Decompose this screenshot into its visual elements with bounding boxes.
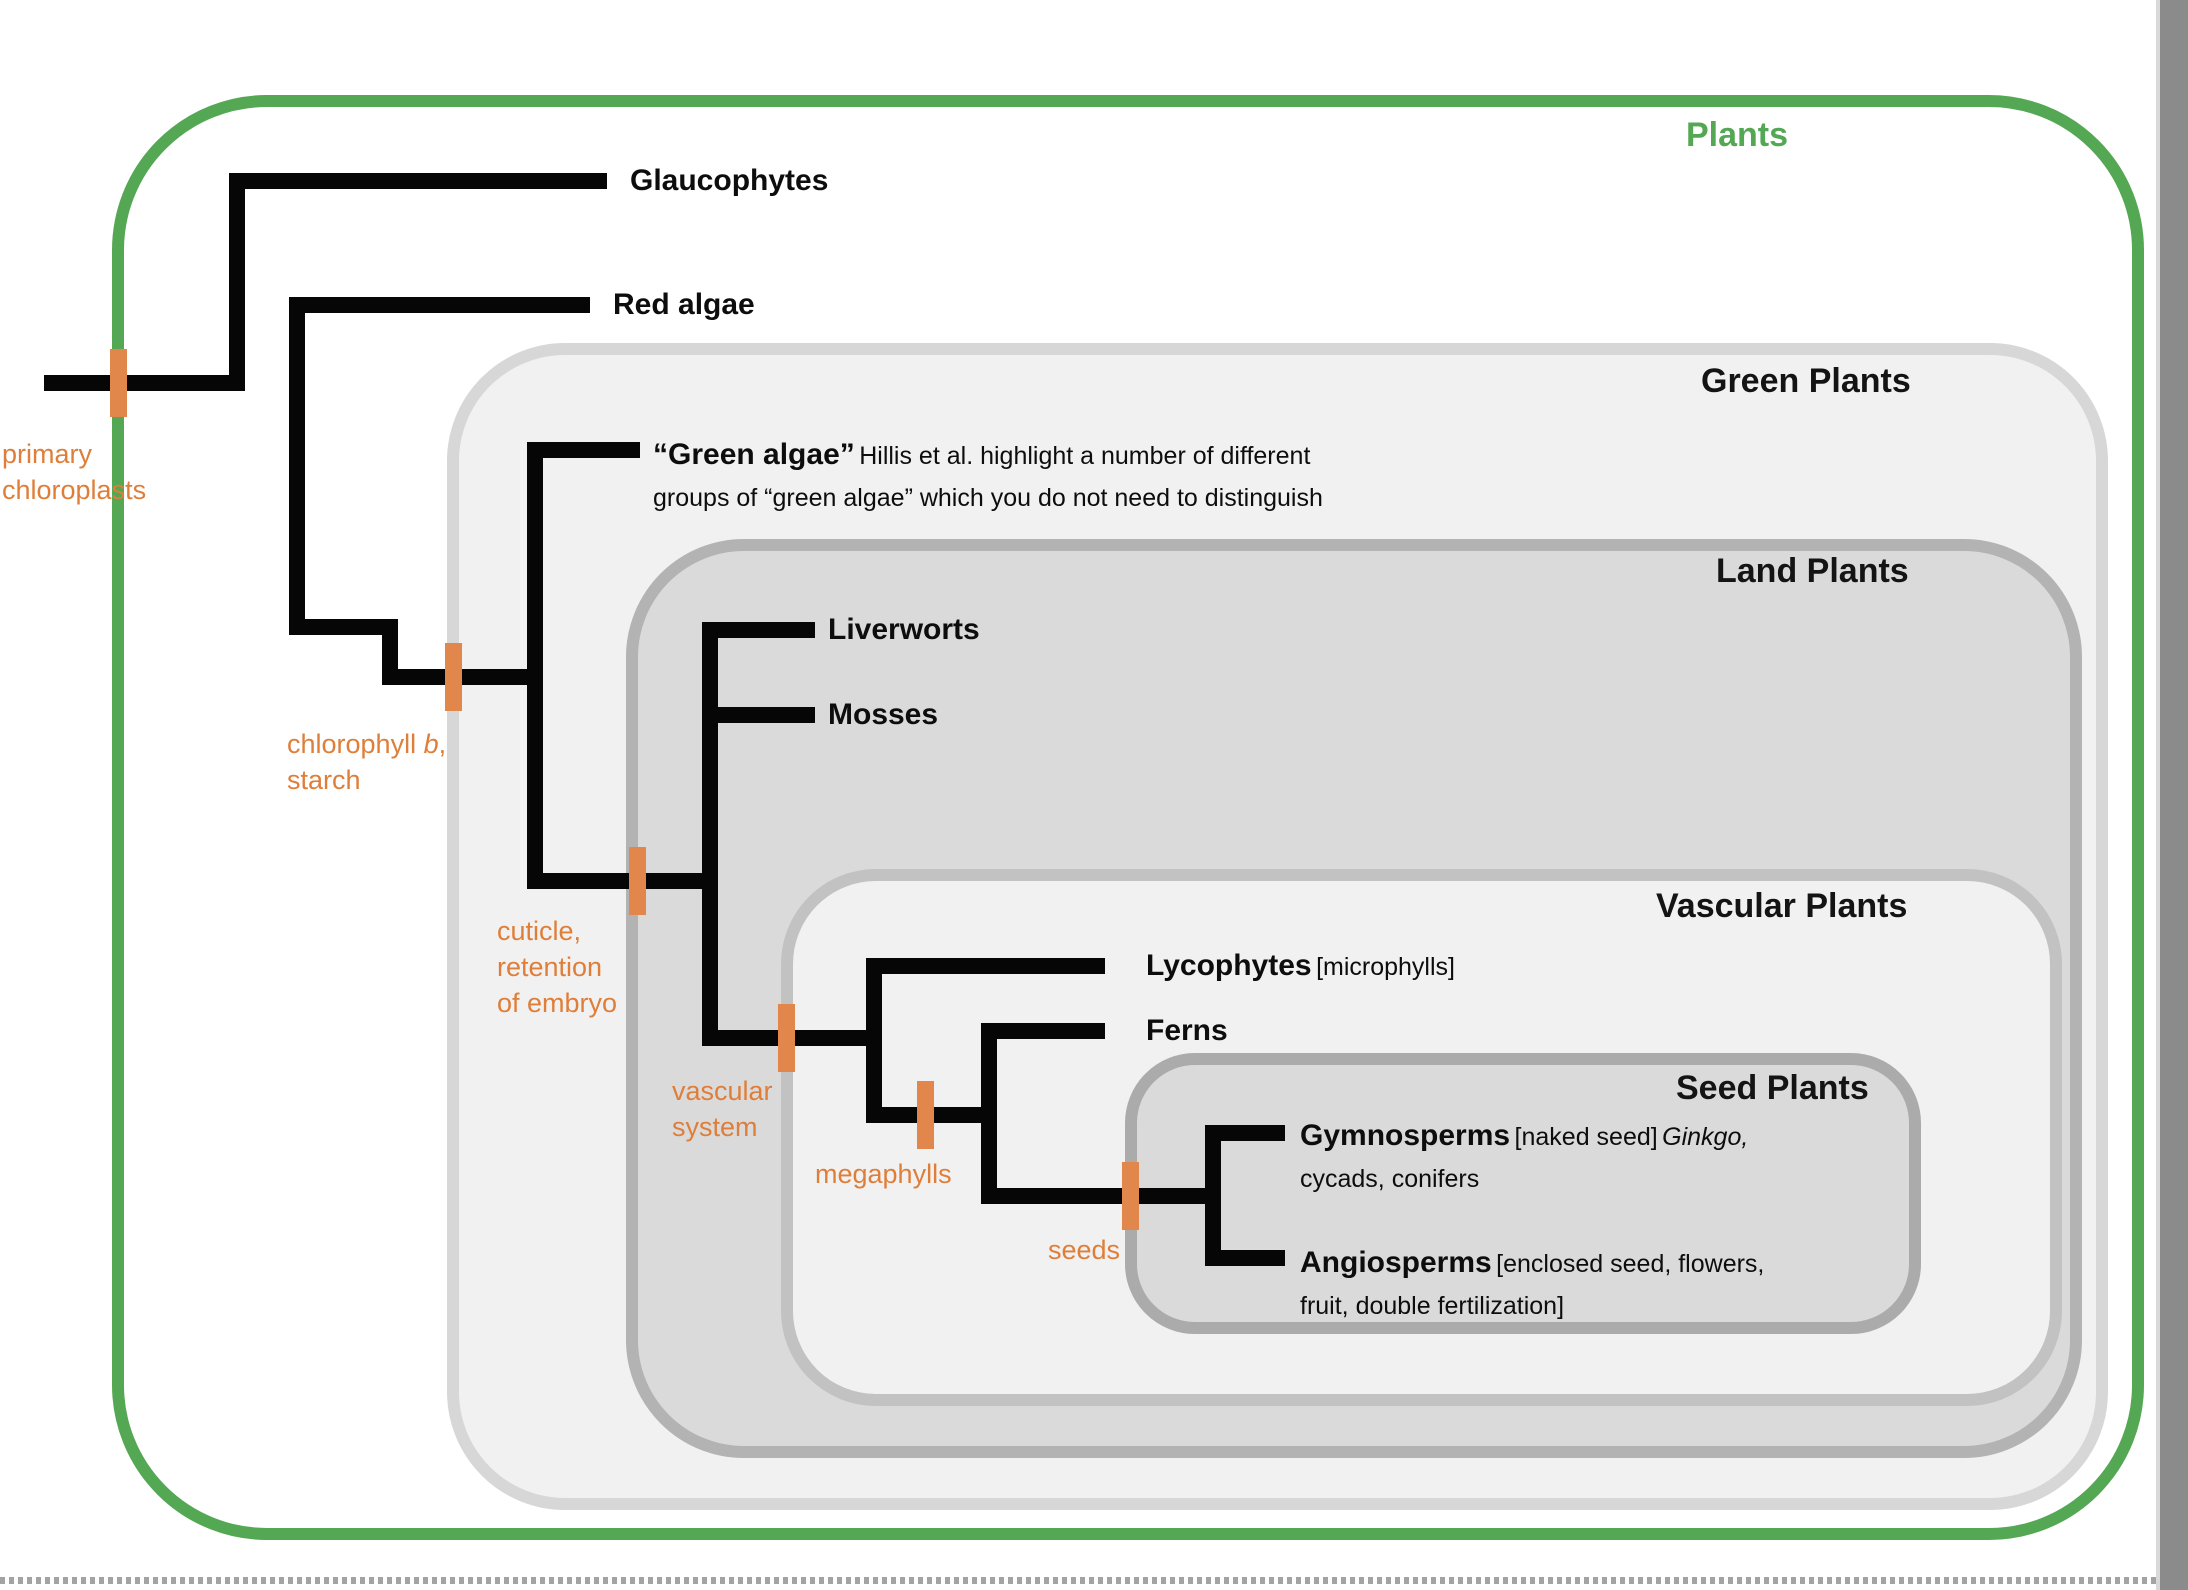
taxon-lycophytes-note: [microphylls] [1316, 953, 1455, 981]
chlorophyll-text: chlorophyll [287, 729, 424, 759]
chlorophyll-b-italic: b [423, 729, 439, 759]
branch-red-algae [289, 297, 590, 313]
branch-node-f-vertical [981, 1023, 997, 1204]
taxon-liverworts: Liverworts [828, 613, 980, 646]
taxon-gymnosperms [1300, 1118, 1748, 1198]
branch-green-plants-stem [382, 669, 543, 685]
branch-root [44, 375, 245, 391]
synapomorphy-cuticle-line2: retention [497, 952, 603, 982]
synapomorphy-tick-megaphylls [917, 1081, 934, 1149]
bottom-dashed-line [0, 1577, 2160, 1584]
branch-liverworts [702, 622, 815, 638]
synapomorphy-chlorophyll-line2: starch [287, 765, 361, 795]
branch-node-b-vertical [289, 297, 305, 635]
taxon-angiosperms-name: Angiosperms [1300, 1246, 1492, 1279]
synapomorphy-tick-vascular-system [778, 1004, 795, 1072]
synapomorphy-label-chlorophyll [287, 726, 446, 798]
app-background-strip [2160, 0, 2188, 1590]
taxon-gymnosperms-name: Gymnosperms [1300, 1119, 1511, 1152]
taxon-green-algae-line1 [653, 437, 1323, 479]
synapomorphy-cuticle-line3: of embryo [497, 988, 618, 1018]
taxon-gymnosperms-line2: cycads, conifers [1300, 1165, 1480, 1193]
branch-land-plants-stem [527, 873, 718, 889]
synapomorphy-tick-primary-chloroplasts [110, 349, 127, 417]
synapomorphy-label-cuticle [497, 913, 617, 1021]
synapomorphy-vascular-line2: system [672, 1112, 758, 1142]
taxon-green-algae-note: Hillis et al. highlight a number of different [859, 442, 1311, 470]
branch-ferns [981, 1023, 1105, 1039]
taxon-red-algae: Red algae [613, 288, 755, 321]
synapomorphy-tick-chlorophyll-b-starch [445, 643, 462, 711]
taxon-angiosperms [1300, 1245, 1764, 1325]
taxon-gymnosperms-note: [naked seed] [1514, 1123, 1658, 1151]
chlorophyll-comma: , [438, 729, 447, 759]
branch-node-c-vertical [527, 442, 543, 889]
branch-glaucophytes [229, 173, 607, 189]
taxon-angiosperms-line2: fruit, double fertilization] [1300, 1292, 1565, 1320]
branch-seeds-stem [981, 1188, 1221, 1204]
synapomorphy-label-megaphylls: megaphylls [815, 1159, 952, 1189]
synapomorphy-chlorophyll-line1 [287, 726, 446, 762]
clade-label-seed-plants: Seed Plants [1676, 1069, 1869, 1107]
taxon-green-algae-note-2: groups of “green algae” which you do not need to distinguish [653, 484, 1323, 512]
branch-mosses [702, 707, 815, 723]
branch-angiosperms [1205, 1250, 1285, 1266]
branch-green-algae [527, 442, 640, 458]
taxon-angiosperms-note: [enclosed seed, flowers, [1496, 1250, 1765, 1278]
clade-label-plants: Plants [1686, 116, 1789, 154]
taxon-lycophytes [1146, 948, 1455, 984]
synapomorphy-cuticle-line1: cuticle, [497, 916, 582, 946]
clade-label-vascular-plants: Vascular Plants [1656, 887, 1908, 925]
taxon-angiosperms-line1 [1300, 1245, 1764, 1287]
synapomorphy-label-vascular [672, 1073, 773, 1145]
taxon-mosses: Mosses [828, 698, 939, 731]
synapomorphy-label-seeds: seeds [1048, 1235, 1121, 1265]
branch-lycophytes [866, 958, 1105, 974]
clade-label-land-plants: Land Plants [1716, 552, 1909, 590]
branch-node-g-vertical [1205, 1125, 1221, 1266]
taxon-green-algae [653, 437, 1323, 517]
branch-node-e-vertical [866, 958, 882, 1123]
branch-node-a-vertical [229, 173, 245, 391]
taxon-lycophytes-name: Lycophytes [1146, 949, 1312, 982]
taxon-gymnosperms-line1 [1300, 1118, 1748, 1160]
synapomorphy-tick-cuticle-embryo [629, 847, 646, 915]
synapomorphy-primary-line2: chloroplasts [2, 475, 147, 505]
clade-label-green-plants: Green Plants [1701, 362, 1911, 400]
taxon-ferns: Ferns [1146, 1014, 1228, 1047]
branch-node-d-vertical [702, 622, 718, 1046]
taxon-green-algae-name: “Green algae” [653, 438, 855, 471]
synapomorphy-label-primary-chloroplasts [2, 436, 146, 508]
taxon-glaucophytes: Glaucophytes [630, 164, 829, 197]
branch-gymnosperms [1205, 1125, 1285, 1141]
synapomorphy-vascular-line1: vascular [672, 1076, 773, 1106]
synapomorphy-primary-line1: primary [2, 439, 93, 469]
taxon-gymnosperms-examples: Ginkgo, [1662, 1123, 1749, 1151]
synapomorphy-tick-seeds [1122, 1162, 1139, 1230]
